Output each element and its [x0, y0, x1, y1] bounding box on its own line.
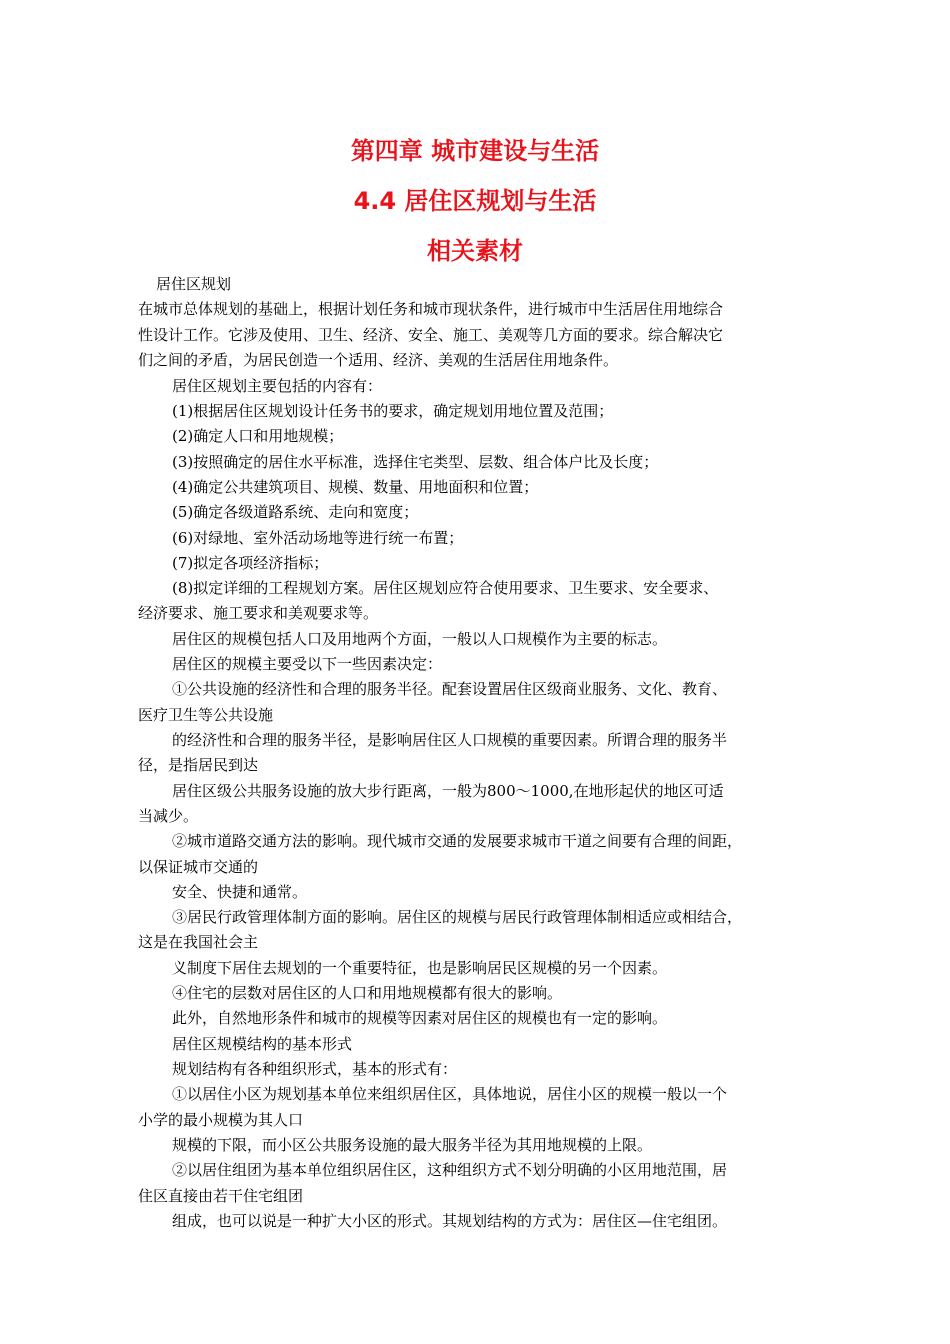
text-line: (6)对绿地、室外活动场地等进行统一布置； — [172, 529, 464, 547]
text-line: 居住区规划主要包括的内容有： — [172, 377, 383, 395]
text-line: 小学的最小规模为其人口 — [138, 1111, 304, 1129]
text-line: 们之间的矛盾，为居民创造一个适用、经济、美观的生活居住用地条件。 — [138, 351, 619, 369]
text-line: 组成，也可以说是一种扩大小区的形式。其规划结构的方式为：居住区—住宅组团。 — [172, 1212, 728, 1230]
text-line: 径，是指居民到达 — [138, 756, 259, 774]
text-line: (7)拟定各项经济指标； — [172, 554, 329, 572]
text-line: ②以居住组团为基本单位组织居住区，这种组织方式不划分明确的小区用地范围，居 — [172, 1161, 728, 1179]
text-line: (4)确定公共建筑项目、规模、数量、用地面积和位置； — [172, 478, 539, 496]
text-line: 规划结构有各种组织形式，基本的形式有： — [172, 1060, 458, 1078]
text-line: 这是在我国社会主 — [138, 933, 259, 951]
text-line: 居住区规划 — [156, 275, 232, 293]
text-line: 以保证城市交通的 — [138, 858, 259, 876]
text-line: 医疗卫生等公共设施 — [138, 706, 274, 724]
text-line: 居住区的规模主要受以下一些因素决定： — [172, 655, 443, 673]
text-line: (8)拟定详细的工程规划方案。居住区规划应符合使用要求、卫生要求、安全要求、 — [172, 579, 719, 597]
text-line: ②城市道路交通方法的影响。现代城市交通的发展要求城市干道之间要有合理的间距， — [172, 832, 743, 850]
text-line: 规模的下限，而小区公共服务设施的最大服务半径为其用地规模的上限。 — [172, 1136, 653, 1154]
text-line: 住区直接由若干住宅组团 — [138, 1187, 304, 1205]
text-line: 此外，自然地形条件和城市的规模等因素对居住区的规模也有一定的影响。 — [172, 1009, 668, 1027]
text-line: 当减少。 — [138, 807, 199, 825]
text-line: ③居民行政管理体制方面的影响。居住区的规模与居民行政管理体制相适应或相结合， — [172, 908, 743, 926]
text-line: 居住区规模结构的基本形式 — [172, 1035, 353, 1053]
chapter-title: 第四章 城市建设与生活 — [350, 137, 600, 165]
text-line: 安全、快捷和通常。 — [172, 883, 308, 901]
text-line: ①公共设施的经济性和合理的服务半径。配套设置居住区级商业服务、文化、教育、 — [172, 680, 728, 698]
text-line: 的经济性和合理的服务半径，是影响居住区人口规模的重要因素。所谓合理的服务半 — [172, 731, 728, 749]
text-line: (1)根据居住区规划设计任务书的要求，确定规划用地位置及范围； — [172, 402, 614, 420]
text-line: (5)确定各级道路系统、走向和宽度； — [172, 503, 419, 521]
text-line: 居住区的规模包括人口及用地两个方面，一般以人口规模作为主要的标志。 — [172, 630, 668, 648]
text-line: ①以居住小区为规划基本单位来组织居住区，具体地说，居住小区的规模一般以一个 — [172, 1085, 728, 1103]
text-line: ④住宅的层数对居住区的人口和用地规模都有很大的影响。 — [172, 984, 563, 1002]
text-line: 在城市总体规划的基础上，根据计划任务和城市现状条件，进行城市中生活居住用地综合 — [138, 300, 724, 318]
text-line: 经济要求、施工要求和美观要求等。 — [138, 604, 379, 622]
text-line: 义制度下居住去规划的一个重要特征，也是影响居民区规模的另一个因素。 — [172, 959, 668, 977]
section-title: 4.4 居住区规划与生活 — [353, 187, 597, 215]
text-line: (3)按照确定的居住水平标准，选择住宅类型、层数、组合体户比及长度； — [172, 453, 659, 471]
text-line: (2)确定人口和用地规模； — [172, 427, 344, 445]
text-line: 性设计工作。它涉及使用、卫生、经济、安全、施工、美观等几方面的要求。综合解决它 — [138, 326, 724, 344]
text-line: 居住区级公共服务设施的放大步行距离，一般为800～1000,在地形起伏的地区可适 — [172, 782, 724, 800]
subtitle: 相关素材 — [427, 237, 523, 265]
